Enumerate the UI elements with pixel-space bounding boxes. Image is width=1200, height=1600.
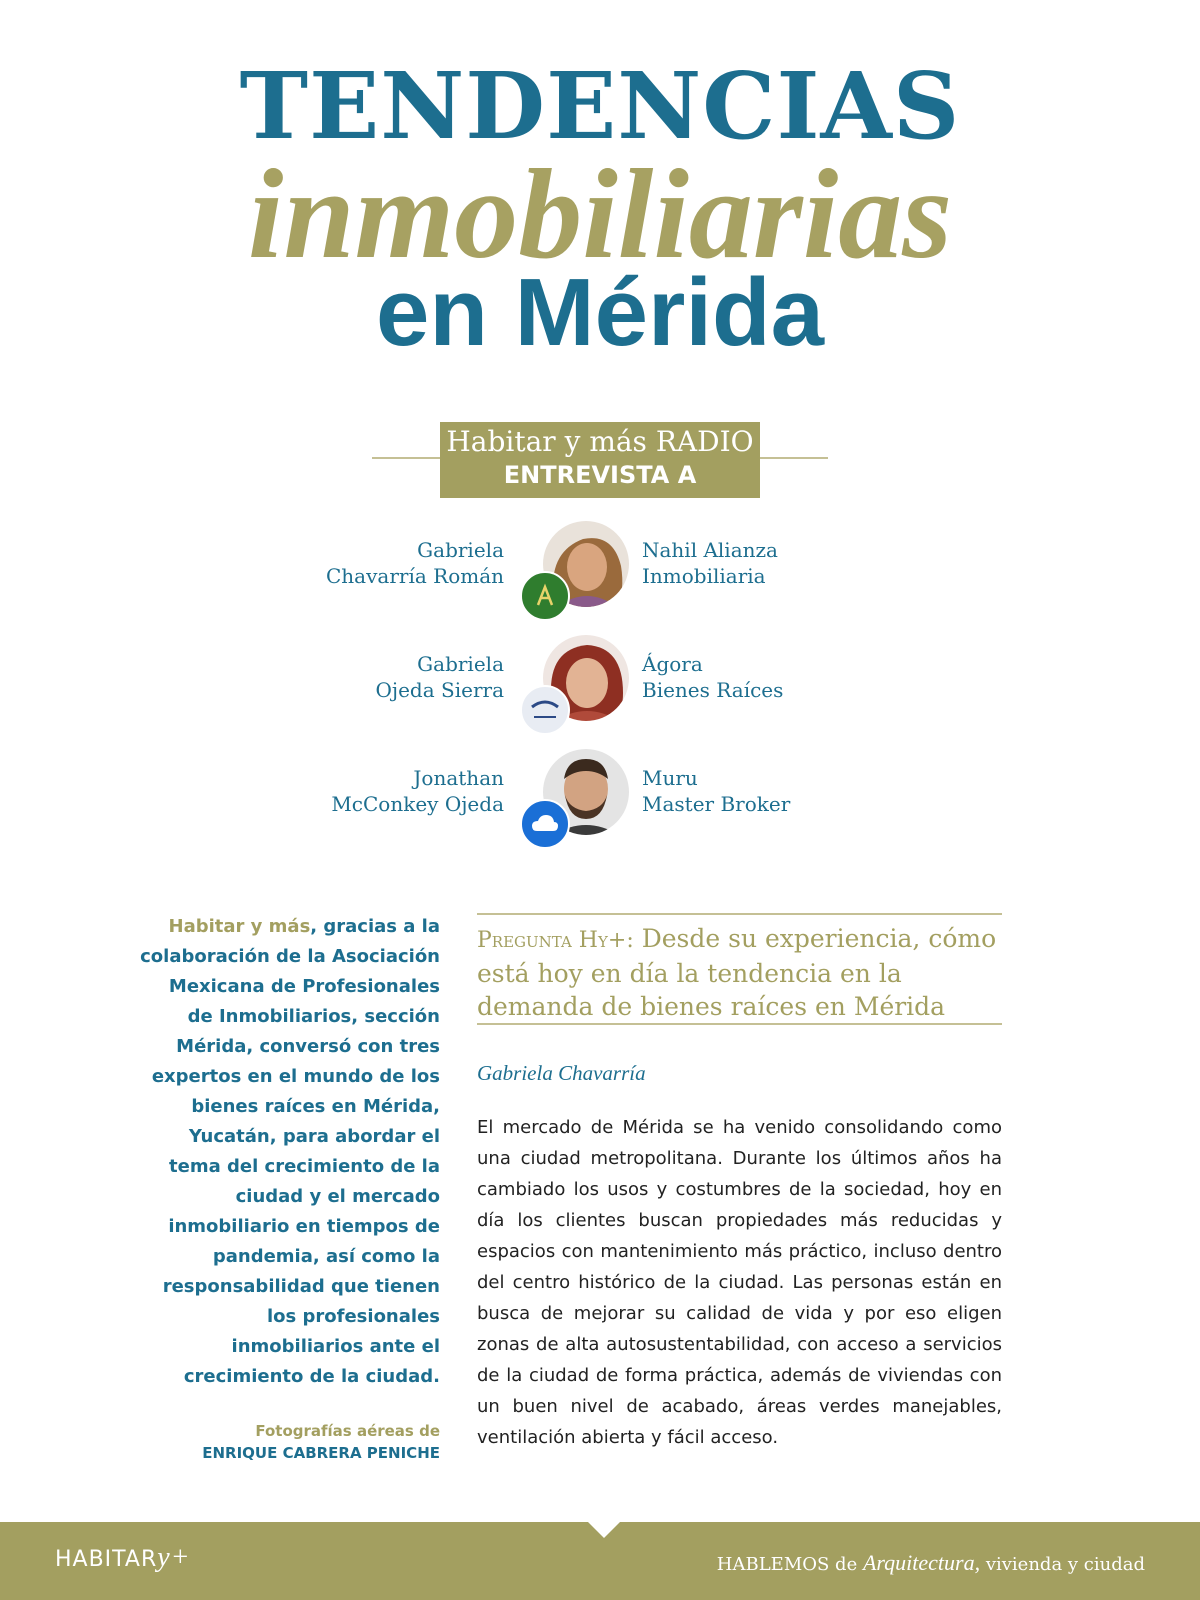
habitar-logo bbox=[55, 1542, 191, 1574]
question-label: Pregunta Hy+: bbox=[477, 928, 634, 953]
cloud-logo-icon bbox=[520, 799, 570, 849]
tagline-post: vivienda y ciudad bbox=[985, 1554, 1145, 1575]
answer-body: El mercado de Mérida se ha venido consolidando como una ciudad metropolitana. Durante los últimos años ha cambiado los usos y costumbres de la sociedad, hoy en día los clientes buscan propiedades más reducidas y espacios con mantenimiento más práctico, incluso dentro del centro histórico de la ciudad. Las personas están en busca de mejorar su calidad de vida y por eso eligen zonas de alta autosustentabilidad, con acceso a servicios de la ciudad de forma práctica, además de viviendas con un buen nivel de acabado, áreas verdes manejables, ventilación abierta y fácil acceso. bbox=[477, 1117, 1002, 1448]
radio-banner bbox=[440, 422, 760, 498]
nahil-logo-icon bbox=[520, 571, 570, 621]
question-rule-bottom bbox=[477, 1023, 1002, 1025]
logo-mark: y+ bbox=[157, 1542, 191, 1573]
radio-banner-name: Habitar y más RADIO bbox=[446, 425, 754, 458]
footer-tagline bbox=[717, 1550, 1145, 1576]
photo-credit-label: Fotografías aéreas de bbox=[255, 1422, 440, 1440]
footer-notch bbox=[588, 1522, 620, 1538]
question-rule-top bbox=[477, 913, 1002, 915]
agora-logo-icon bbox=[520, 685, 570, 735]
interviewee-company-line: Ágora bbox=[642, 652, 703, 676]
interviewee-name bbox=[284, 765, 504, 817]
radio-banner-subtitle: ENTREVISTA A bbox=[503, 461, 697, 489]
interviewee-name-line: Gabriela bbox=[417, 652, 504, 676]
interviewee-company-line: Bienes Raíces bbox=[642, 678, 784, 702]
question-text: Desde su experiencia, cómo está hoy en día la tendencia en la demanda de bienes raíces en Mérida bbox=[477, 924, 997, 1021]
intro-highlight: Habitar y más bbox=[168, 916, 311, 937]
interviewee-3 bbox=[300, 743, 900, 843]
interviewee-name-line: Jonathan bbox=[413, 766, 504, 790]
interviewee-name-line: McConkey Ojeda bbox=[331, 792, 504, 816]
tagline-italic: Arquitectura, bbox=[862, 1550, 981, 1575]
intro-text: , gracias a la colaboración de la Asociación Mexicana de Profesionales de Inmobiliarios, sección Mérida, conversó con tres expertos en el mundo de los bienes raíces en Mérida, Yucatán, para abordar el tema del crecimiento de la ciudad y el mercado inmobiliario en tiempos de pandemia, así como la responsabilidad que tienen los profesionales inmobiliarios ante el crecimiento de la ciudad. bbox=[140, 916, 440, 1387]
interviewee-company-line: Muru bbox=[642, 766, 698, 790]
interviewee-company-line: Nahil Alianza bbox=[642, 538, 778, 562]
interviewee-company-line: Master Broker bbox=[642, 792, 791, 816]
interviewee-name-line: Gabriela bbox=[417, 538, 504, 562]
interviewee-name-line: Chavarría Román bbox=[326, 564, 504, 588]
photo-credit-name: ENRIQUE CABRERA PENICHE bbox=[202, 1444, 440, 1462]
tagline-pre: HABLEMOS de bbox=[716, 1554, 858, 1575]
question bbox=[477, 922, 1002, 1023]
interviewee-name bbox=[284, 537, 504, 589]
interviewee-company bbox=[642, 765, 882, 817]
answer-author: Gabriela Chavarría bbox=[477, 1061, 646, 1085]
interviewee-name-line: Ojeda Sierra bbox=[375, 678, 504, 702]
title-line-2: inmobiliarias bbox=[247, 143, 953, 285]
interviewee-company bbox=[642, 651, 882, 703]
logo-text: HABITAR bbox=[55, 1547, 158, 1572]
title-line-1: TENDENCIAS bbox=[239, 52, 961, 160]
photo-credit bbox=[140, 1420, 440, 1464]
interviewee-name bbox=[284, 651, 504, 703]
interviewee-company-line: Inmobiliaria bbox=[642, 564, 766, 588]
intro-paragraph bbox=[140, 912, 440, 1392]
interviewee-1 bbox=[300, 515, 900, 615]
interviewee-2 bbox=[300, 629, 900, 729]
interviewee-company bbox=[642, 537, 882, 589]
title-line-3: en Mérida bbox=[375, 259, 825, 366]
